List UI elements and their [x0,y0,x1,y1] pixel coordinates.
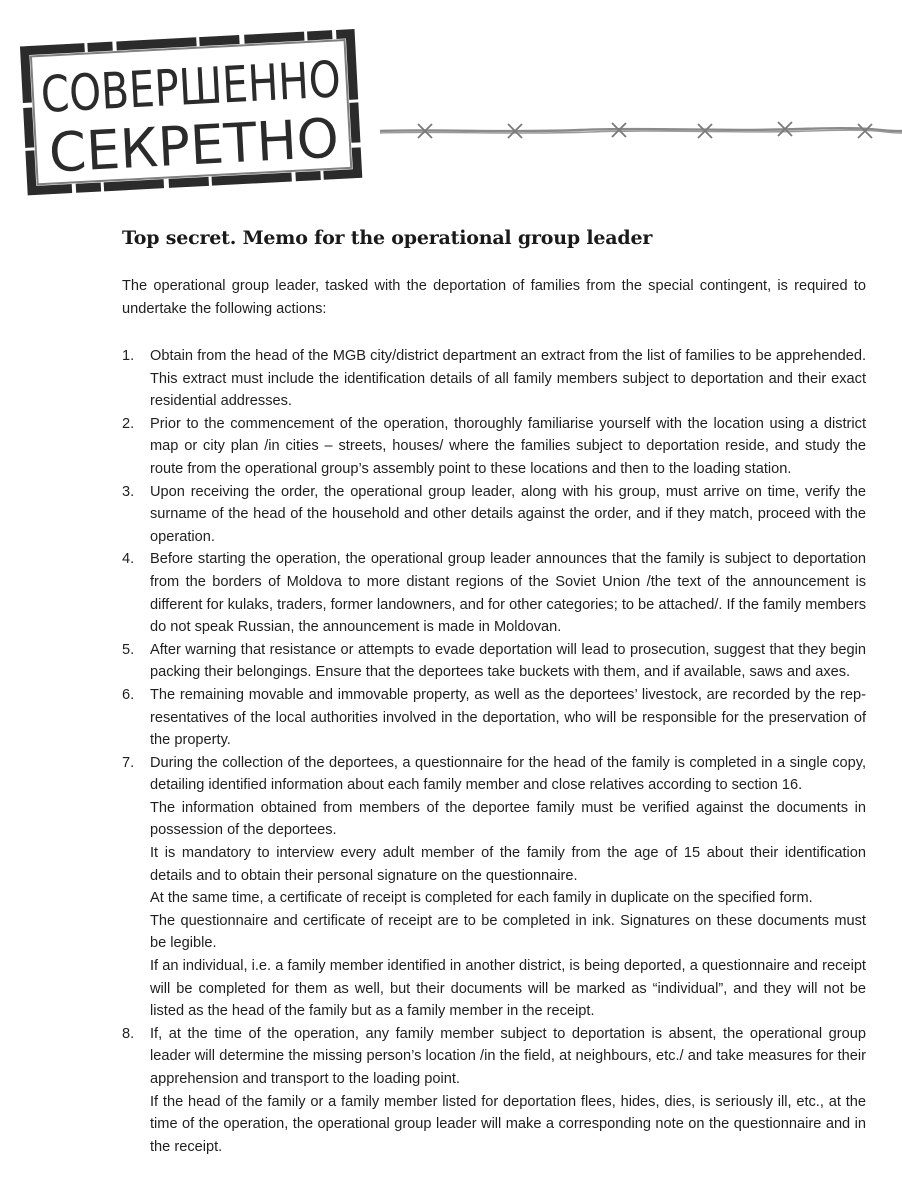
instruction-paragraph: The remaining movable and immovable property, as well as the deportees’ livestock, are recorded by the representatives of the local authorities involved in the deportation, who will be responsible for the preservation of the property. [150,686,866,749]
instruction-item [122,413,866,481]
stamp-line-1: СОВЕРШЕННО [39,46,412,124]
instruction-number: 1. [122,348,135,364]
instruction-number: 4. [122,551,135,568]
memo-instructions-list [122,345,866,1158]
instruction-paragraph: It is mandatory to interview every adult member of the family from the age of 15 about their identification details and to obtain their personal signature on the questionnaire. [150,845,866,884]
instruction-paragraph: The questionnaire and certificate of receipt are to be completed in ink. Signatures on these documents must be legible. [150,912,866,952]
instruction-item [122,481,866,549]
instruction-item [122,1023,866,1159]
instruction-paragraph: The information obtained from members of the deportee family must be verified against the documents in possession of the deportees. [150,799,866,839]
barbed-wire-icon [380,116,902,146]
instruction-item [122,548,866,638]
instruction-item [122,639,866,684]
instruction-item [122,684,866,752]
instruction-paragraph: If the head of the family or a family member listed for deportation flees, hides, dies, is seriously ill, etc., at the time of the operation, the operational group leader will make a corresponding note on the questionnaire and in the receipt. [150,1093,866,1155]
top-secret-stamp-icon [22,28,412,192]
instruction-paragraph: Obtain from the head of the MGB city/district department an extract from the list of families to be apprehended. This extract must include the identification details of all family members subject to deportation and their exact residential addresses. [150,348,866,410]
instruction-paragraph: Prior to the commencement of the operation, thoroughly familiarise yourself with the location using a district map or city plan /in cities – streets, houses/ where the families subject to deportation reside, and study the route from the operational group’s assembly point to these locations and then to the loading station. [150,415,866,477]
instruction-paragraph: If an individual, i.e. a family member identified in another district, is being deported, a questionnaire and receipt will be completed for them as well, but their documents will be marked as “individual”, and they will not be listed as the head of the family but as a family member in the receipt. [150,958,866,1020]
stamp-line-2: СЕКРЕТНО [47,106,344,185]
instruction-item [122,752,866,1023]
instruction-paragraph: During the collection of the deportees, a questionnaire for the head of the family is completed in a single copy, detailing identified information about each family member and close relatives according to section 16. [150,754,866,794]
instruction-paragraph: At the same time, a certificate of receipt is completed for each family in duplicate on the specified form. [150,890,813,907]
instruction-paragraph: After warning that resistance or attempts to evade deportation will lead to prosecution, suggest that they begin packing their belongings. Ensure that the deportees take buckets with them, and if available, saws and axes. [150,641,866,681]
instruction-number: 5. [122,641,135,658]
memo-intro: The operational group leader, tasked with the deportation of families from the special contingent, is required to undertake the following actions: [122,278,866,317]
instruction-number: 7. [122,754,135,771]
instruction-paragraph: Upon receiving the order, the operational group leader, along with his group, must arrive on time, verify the surname of the head of the household and other details against the order, and if they match, proceed with the operation. [150,483,866,545]
instruction-number: 2. [122,415,135,432]
instruction-number: 3. [122,483,135,500]
memo-title: Top secret. Memo for the operational group leader [122,227,653,249]
instruction-paragraph: Before starting the operation, the operational group leader announces that the family is subject to deportation from the borders of Moldova to more distant regions of the Soviet Union /the text of the announcement is different for kulaks, traders, former landowners, and for other categories; to be attached/. If the family members do not speak Russian, the announcement is made in Moldovan. [150,551,866,636]
memo-document [122,227,866,1158]
instruction-paragraph: If, at the time of the operation, any family member subject to deportation is absent, the operational group leader will determine the missing person’s location /in the field, at neighbours, etc./ and take measures for their apprehension and transport to the loading point. [150,1025,866,1087]
instruction-number: 6. [122,686,135,703]
instruction-number: 8. [122,1025,135,1042]
instruction-item [122,345,866,413]
